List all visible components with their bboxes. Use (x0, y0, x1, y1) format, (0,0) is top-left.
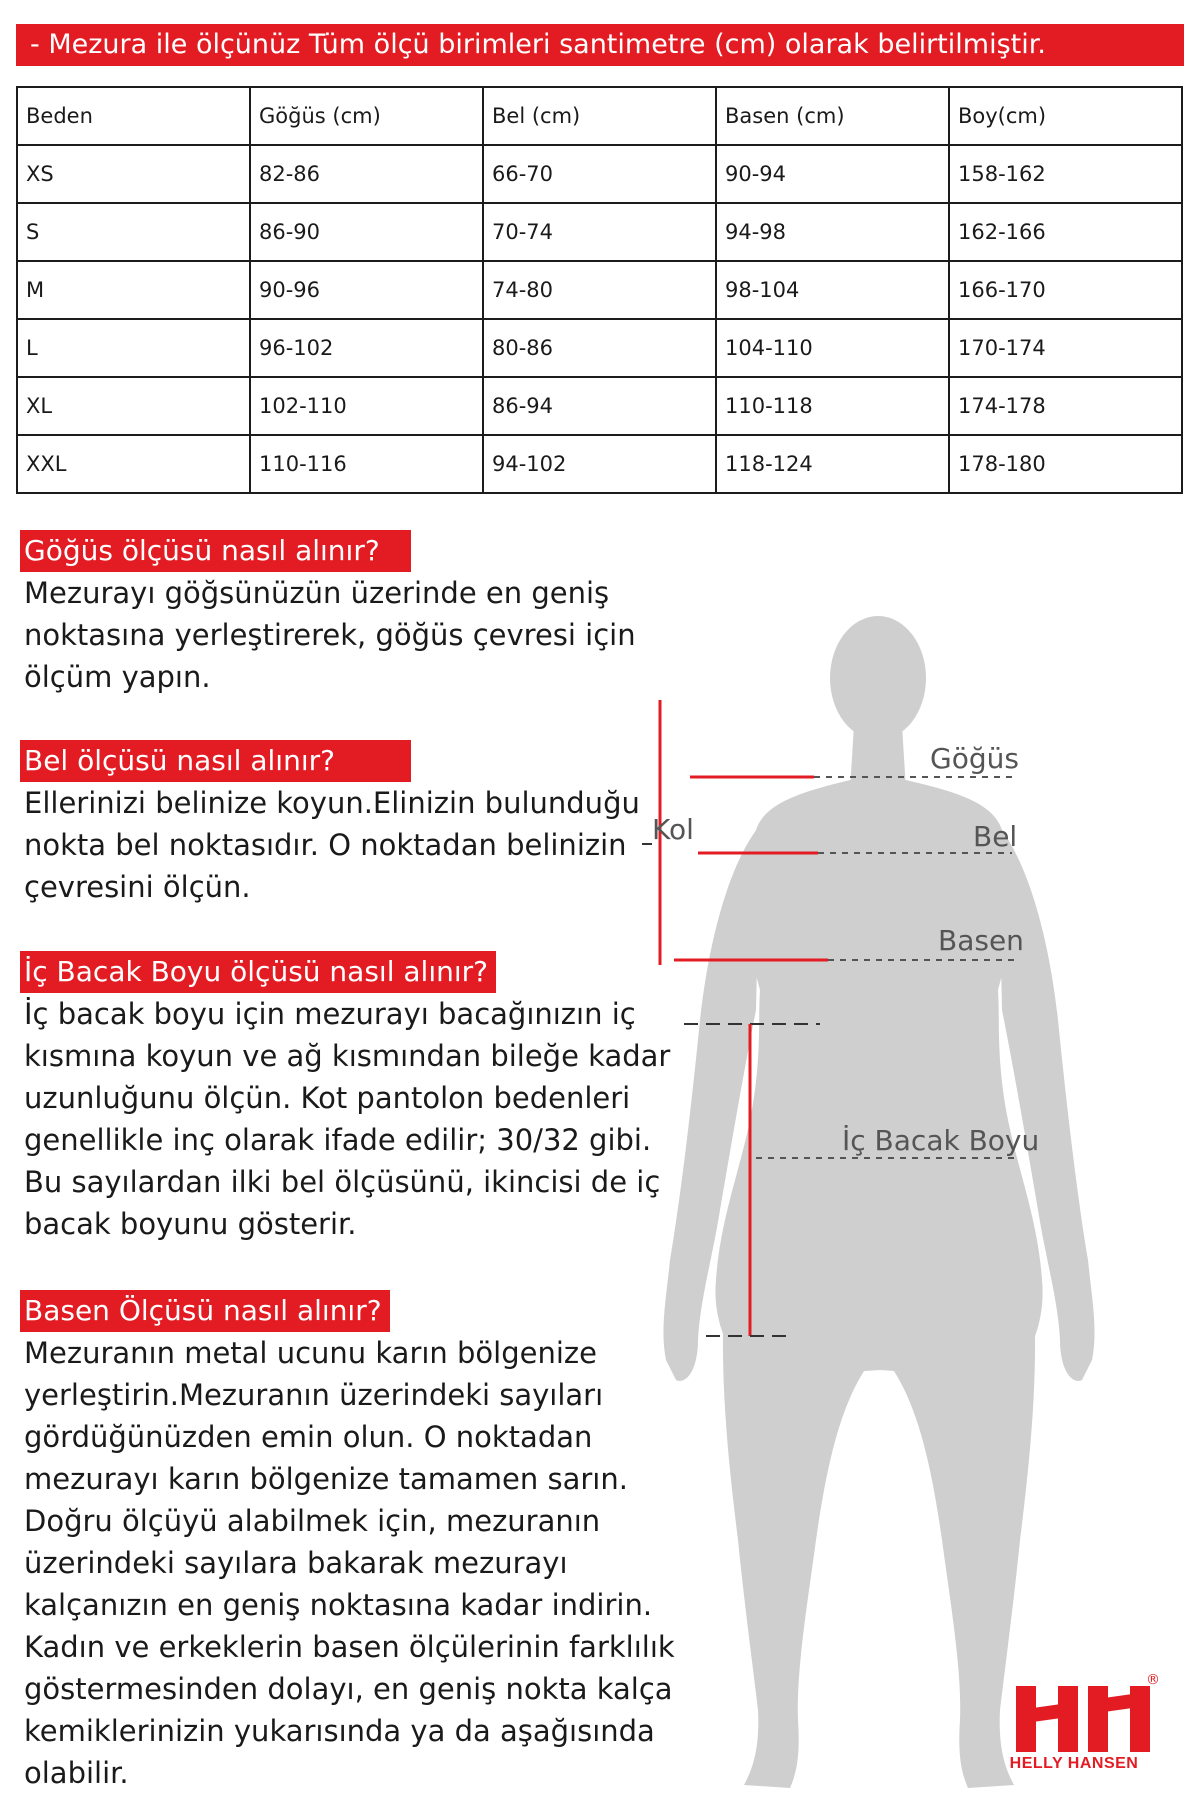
table-cell: M (17, 261, 250, 319)
gogus-label: Göğüs (930, 742, 1019, 775)
basen-label: Basen (938, 924, 1024, 957)
table-row (17, 377, 1182, 435)
table-cell: 90-94 (716, 145, 949, 203)
section-title: Bel ölçüsü nasıl alınır? (20, 740, 411, 782)
text-line: Bu sayılardan ilki bel ölçüsünü, ikincisi de iç (24, 1165, 661, 1199)
head-shape (830, 616, 926, 740)
section-title: Basen Ölçüsü nasıl alınır? (20, 1290, 390, 1332)
text-line: noktasına yerleştirerek, göğüs çevresi için (24, 618, 636, 652)
table-cell: 162-166 (949, 203, 1182, 261)
size-table (16, 86, 1183, 494)
table-header-cell: Bel (cm) (483, 87, 716, 145)
text-line: bacak boyunu gösterir. (24, 1207, 357, 1241)
text-line: göstermesinden dolayı, en geniş nokta kalça (24, 1672, 673, 1706)
text-line: Ellerinizi belinize koyun.Elinizin bulunduğu (24, 786, 640, 820)
section-title: İç Bacak Boyu ölçüsü nasıl alınır? (20, 951, 496, 993)
table-cell: 70-74 (483, 203, 716, 261)
table-cell: L (17, 319, 250, 377)
table-header-cell: Göğüs (cm) (250, 87, 483, 145)
table-header-cell: Boy(cm) (949, 87, 1182, 145)
table-row (17, 261, 1182, 319)
table-cell: XXL (17, 435, 250, 493)
text-line: kısmına koyun ve ağ kısmından bileğe kadar (24, 1039, 671, 1073)
ic-bacak-label: İç Bacak Boyu (842, 1124, 1040, 1157)
table-cell: 82-86 (250, 145, 483, 203)
section-gogus (20, 530, 710, 698)
header-banner: - Mezura ile ölçünüz Tüm ölçü birimleri santimetre (cm) olarak belirtilmiştir. (16, 24, 1184, 66)
text-line: olabilir. (24, 1756, 129, 1790)
registered-mark: ® (1146, 1672, 1160, 1688)
table-row (17, 203, 1182, 261)
hh-mark-icon (1016, 1686, 1150, 1752)
text-line: mezurayı karın bölgenize tamamen sarın. (24, 1462, 628, 1496)
body-silhouette (663, 616, 1094, 1788)
table-cell: S (17, 203, 250, 261)
text-line: İç bacak boyu için mezurayı bacağınızın iç (24, 997, 636, 1031)
table-cell: 166-170 (949, 261, 1182, 319)
text-line: Doğru ölçüyü alabilmek için, mezuranın (24, 1504, 601, 1538)
section-body (20, 782, 710, 908)
table-cell: 102-110 (250, 377, 483, 435)
table-cell: 90-96 (250, 261, 483, 319)
brand-name: HELLY HANSEN (1009, 1755, 1139, 1772)
section-bel (20, 740, 710, 908)
text-line: kemiklerinizin yukarısında ya da aşağısında (24, 1714, 655, 1748)
section-body (20, 1332, 710, 1794)
table-cell: 86-90 (250, 203, 483, 261)
section-ic-bacak (20, 951, 710, 1245)
table-cell: 74-80 (483, 261, 716, 319)
table-cell: 98-104 (716, 261, 949, 319)
text-line: yerleştirin.Mezuranın üzerindeki sayıları (24, 1378, 604, 1412)
bel-label: Bel (973, 820, 1018, 853)
table-cell: 118-124 (716, 435, 949, 493)
table-cell: 96-102 (250, 319, 483, 377)
section-basen (20, 1290, 710, 1794)
text-line: genellikle inç olarak ifade edilir; 30/32 gibi. (24, 1123, 652, 1157)
text-line: ölçüm yapın. (24, 660, 211, 694)
table-cell: 66-70 (483, 145, 716, 203)
section-body (20, 993, 710, 1245)
table-row (17, 435, 1182, 493)
table-header-cell: Basen (cm) (716, 87, 949, 145)
table-cell: 86-94 (483, 377, 716, 435)
kol-label: Kol (652, 813, 694, 846)
table-header-cell: Beden (17, 87, 250, 145)
table-cell: XS (17, 145, 250, 203)
table-row (17, 319, 1182, 377)
text-line: gördüğünüzden emin olun. O noktadan (24, 1420, 593, 1454)
body-measurement-figure (640, 600, 1180, 1800)
table-cell: 178-180 (949, 435, 1182, 493)
text-line: Mezurayı göğsünüzün üzerinde en geniş (24, 576, 610, 610)
left-leg-shape (723, 1300, 880, 1788)
table-cell: 110-118 (716, 377, 949, 435)
text-line: Kadın ve erkeklerin basen ölçülerinin farklılık (24, 1630, 675, 1664)
text-line: çevresini ölçün. (24, 870, 251, 904)
section-title: Göğüs ölçüsü nasıl alınır? (20, 530, 411, 572)
text-line: uzunluğunu ölçün. Kot pantolon bedenleri (24, 1081, 631, 1115)
table-cell: 80-86 (483, 319, 716, 377)
section-body (20, 572, 710, 698)
table-header-row (17, 87, 1182, 145)
table-row (17, 145, 1182, 203)
table-cell: 170-174 (949, 319, 1182, 377)
torso-shape (715, 780, 1042, 1375)
table-cell: 104-110 (716, 319, 949, 377)
text-line: Mezuranın metal ucunu karın bölgenize (24, 1336, 597, 1370)
table-cell: 110-116 (250, 435, 483, 493)
helly-hansen-logo (1004, 1668, 1164, 1768)
text-line: nokta bel noktasıdır. O noktadan belinizin (24, 828, 627, 862)
table-cell: 174-178 (949, 377, 1182, 435)
text-line: kalçanızın en geniş noktasına kadar indirin. (24, 1588, 653, 1622)
text-line: üzerindeki sayılara bakarak mezurayı (24, 1546, 568, 1580)
table-cell: 94-102 (483, 435, 716, 493)
table-cell: 94-98 (716, 203, 949, 261)
table-cell: XL (17, 377, 250, 435)
table-cell: 158-162 (949, 145, 1182, 203)
